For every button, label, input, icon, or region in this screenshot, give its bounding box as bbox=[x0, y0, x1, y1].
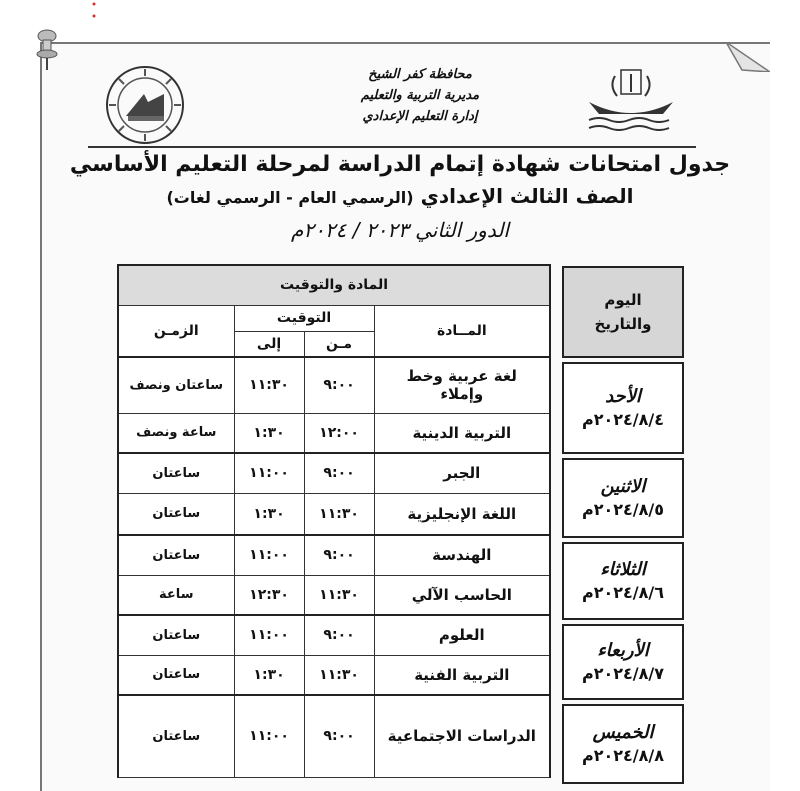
day-date: ٢٠٢٤/٨/٥م bbox=[582, 500, 665, 519]
day-name: الأربعاء bbox=[597, 640, 649, 661]
administration-name: إدارة التعليم الإعدادي bbox=[362, 109, 478, 124]
grade-tracks: (الرسمي العام - الرسمي لغات) bbox=[166, 188, 414, 207]
timing-column-header: التوقيت bbox=[234, 305, 374, 331]
day-date: ٢٠٢٤/٨/٦م bbox=[582, 583, 665, 602]
duration-column-header: الزمـن bbox=[118, 305, 234, 357]
day-name: الثلاثاء bbox=[600, 559, 646, 580]
subject-time-header: المادة والتوقيت bbox=[118, 265, 550, 305]
day-date: ٢٠٢٤/٨/٧م bbox=[582, 664, 665, 683]
directorate-name: مديرية التربية والتعليم bbox=[360, 88, 480, 103]
day-date-header bbox=[562, 266, 684, 358]
exam-subject: العلوم bbox=[374, 615, 550, 655]
grade-name: الصف الثالث الإعدادي bbox=[420, 184, 634, 208]
exam-start-time: ١٢:٠٠ bbox=[304, 413, 374, 453]
table-row bbox=[118, 357, 550, 413]
exam-duration: ساعتان bbox=[118, 453, 234, 493]
exam-subject: الدراسات الاجتماعية bbox=[374, 695, 550, 777]
table-row bbox=[118, 453, 550, 493]
exam-duration: ساعة bbox=[118, 575, 234, 615]
day-date: ٢٠٢٤/٨/٤م bbox=[582, 410, 665, 429]
exam-start-time: ١١:٣٠ bbox=[304, 655, 374, 695]
exam-subject: اللغة الإنجليزية bbox=[374, 493, 550, 535]
table-row bbox=[118, 493, 550, 535]
exam-end-time: ١١:٠٠ bbox=[234, 695, 304, 777]
day-date-header-label: اليوم والتاريخ bbox=[594, 291, 652, 333]
exam-duration: ساعتان bbox=[118, 695, 234, 777]
letterhead bbox=[330, 64, 510, 127]
day-cell-sunday bbox=[562, 362, 684, 454]
exam-end-time: ١١:٠٠ bbox=[234, 615, 304, 655]
exam-subject: الجبر bbox=[374, 453, 550, 493]
subject-column-header: المــادة bbox=[374, 305, 550, 357]
exam-start-time: ٩:٠٠ bbox=[304, 535, 374, 575]
to-column-header: إلى bbox=[234, 331, 304, 357]
exam-end-time: ١٢:٣٠ bbox=[234, 575, 304, 615]
header-divider bbox=[88, 146, 696, 148]
day-cell-monday bbox=[562, 458, 684, 538]
table-row bbox=[118, 413, 550, 453]
exam-round: الدور الثاني ٢٠٢٣ / ٢٠٢٤م bbox=[291, 218, 509, 242]
exam-schedule-table bbox=[117, 264, 551, 778]
pushpin-icon bbox=[35, 28, 59, 72]
governorate-name: محافظة كفر الشيخ bbox=[368, 67, 472, 82]
day-cell-tuesday bbox=[562, 542, 684, 620]
table-row bbox=[118, 695, 550, 777]
exam-end-time: ١:٣٠ bbox=[234, 493, 304, 535]
exam-start-time: ٩:٠٠ bbox=[304, 695, 374, 777]
exam-duration: ساعتان bbox=[118, 535, 234, 575]
table-row bbox=[118, 575, 550, 615]
exam-end-time: ١١:٠٠ bbox=[234, 453, 304, 493]
exam-end-time: ١:٣٠ bbox=[234, 413, 304, 453]
ink-dots bbox=[90, 0, 100, 22]
exam-start-time: ٩:٠٠ bbox=[304, 357, 374, 413]
day-name: الاثنين bbox=[600, 476, 646, 497]
table-row bbox=[118, 535, 550, 575]
table-row bbox=[118, 655, 550, 695]
exam-subject: الحاسب الآلي bbox=[374, 575, 550, 615]
day-name: الأحد bbox=[605, 386, 641, 407]
exam-duration: ساعتان bbox=[118, 615, 234, 655]
exam-start-time: ٩:٠٠ bbox=[304, 453, 374, 493]
exam-subject: التربية الدينية bbox=[374, 413, 550, 453]
table-row bbox=[118, 615, 550, 655]
page-curl-icon bbox=[726, 42, 770, 72]
day-cell-thursday bbox=[562, 704, 684, 784]
exam-duration: ساعتان bbox=[118, 655, 234, 695]
exam-start-time: ٩:٠٠ bbox=[304, 615, 374, 655]
grade-title bbox=[60, 184, 740, 208]
exam-start-time: ١١:٣٠ bbox=[304, 493, 374, 535]
day-date: ٢٠٢٤/٨/٨م bbox=[582, 746, 665, 765]
education-seal-logo bbox=[104, 64, 186, 146]
exam-start-time: ١١:٣٠ bbox=[304, 575, 374, 615]
exam-subject: التربية الفنية bbox=[374, 655, 550, 695]
day-name: الخميس bbox=[592, 722, 654, 743]
document-title: جدول امتحانات شهادة إتمام الدراسة لمرحلة التعليم الأساسي bbox=[69, 152, 731, 177]
day-cell-wednesday bbox=[562, 624, 684, 700]
exam-end-time: ١١:٣٠ bbox=[234, 357, 304, 413]
exam-end-time: ١:٣٠ bbox=[234, 655, 304, 695]
exam-duration: ساعتان ونصف bbox=[118, 357, 234, 413]
exam-end-time: ١١:٠٠ bbox=[234, 535, 304, 575]
exam-subject: الهندسة bbox=[374, 535, 550, 575]
exam-subject: لغة عربية وخط وإملاء bbox=[374, 357, 550, 413]
exam-duration: ساعة ونصف bbox=[118, 413, 234, 453]
exam-duration: ساعتان bbox=[118, 493, 234, 535]
governorate-emblem-logo bbox=[585, 66, 677, 136]
from-column-header: مـن bbox=[304, 331, 374, 357]
